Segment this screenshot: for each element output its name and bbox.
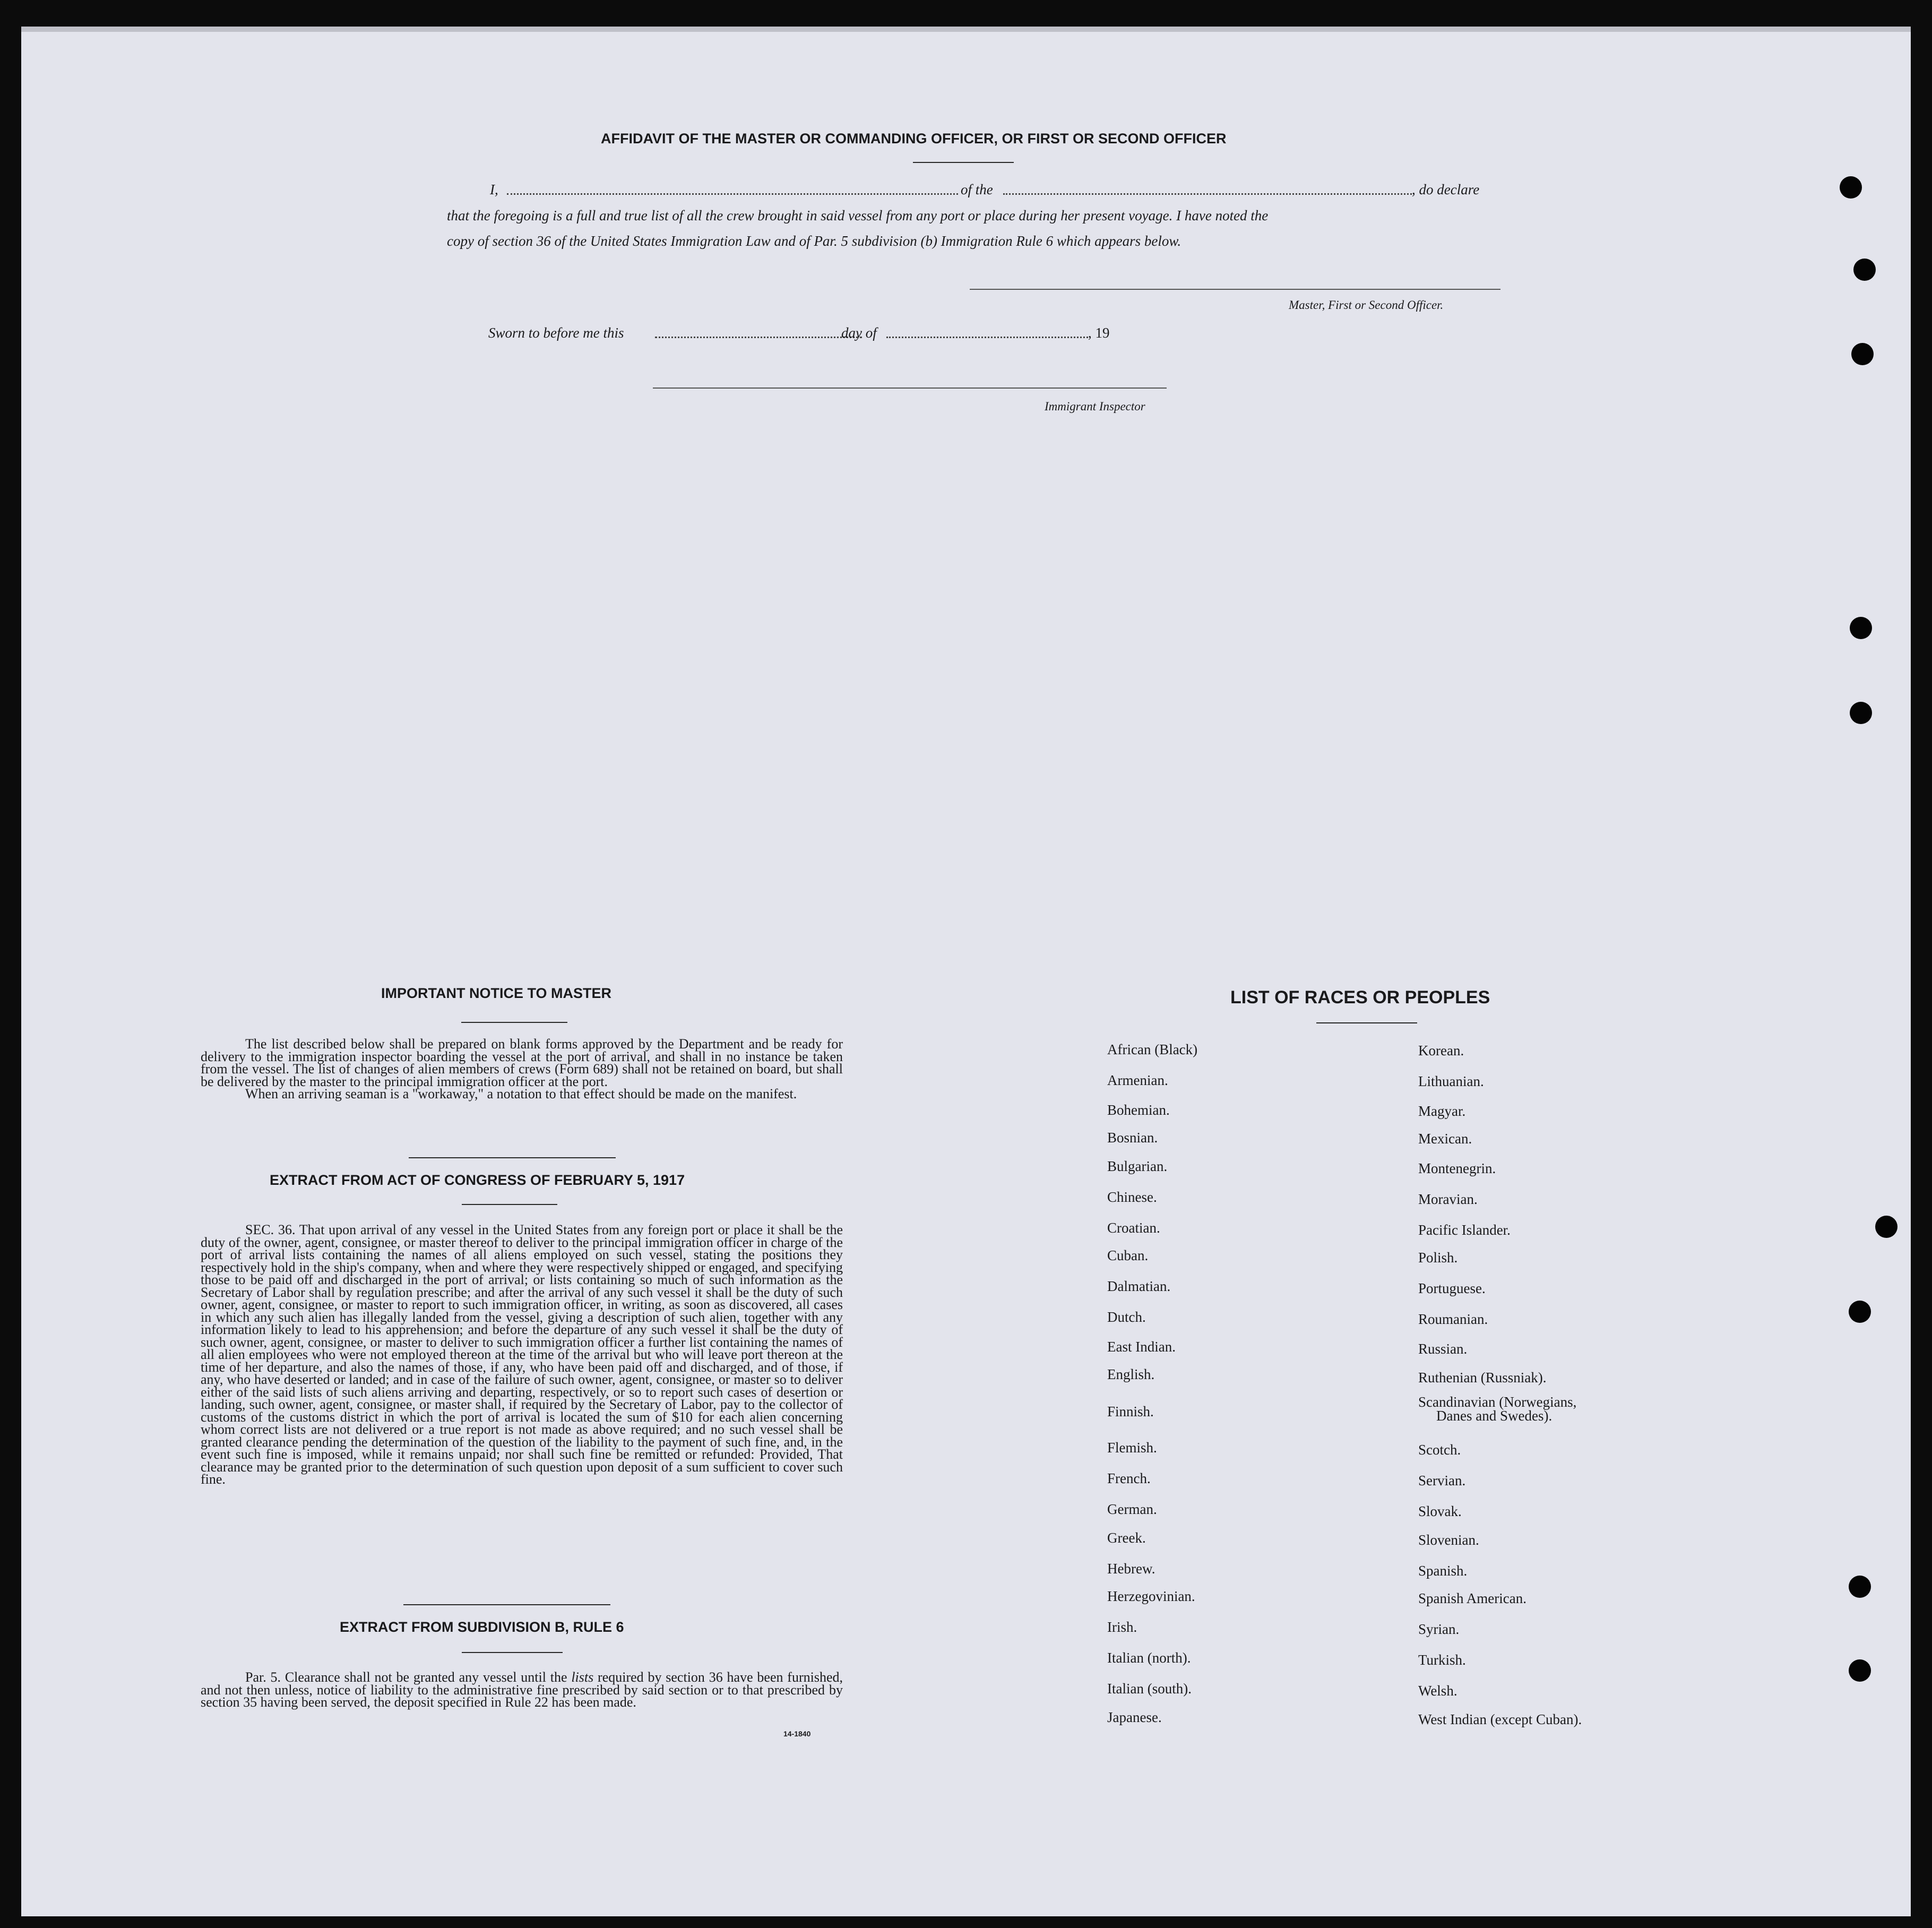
race-item: English.	[1107, 1366, 1155, 1382]
race-item: Russian.	[1418, 1341, 1468, 1357]
notice-text	[201, 1038, 843, 1100]
race-item: French.	[1107, 1470, 1151, 1486]
affidavit-title: AFFIDAVIT OF THE MASTER OR COMMANDING OFFICER, OR FIRST OR SECOND OFFICER	[601, 131, 1227, 147]
race-item: German.	[1107, 1501, 1157, 1517]
rule-title-rule	[462, 1652, 563, 1653]
notice-paragraph-2: When an arriving seaman is a "workaway," a notation to that effect should be made on the manifest.	[245, 1086, 797, 1101]
race-item: Cuban.	[1107, 1247, 1149, 1263]
affidavit-of-the: of the	[961, 182, 993, 197]
punch-hole	[1875, 1216, 1898, 1238]
punch-hole	[1851, 343, 1874, 365]
race-item: Welsh.	[1418, 1683, 1457, 1699]
sheet-top-edge	[21, 27, 1911, 32]
race-item: Ruthenian (Russniak).	[1418, 1370, 1547, 1385]
act-top-rule	[409, 1157, 616, 1158]
race-item: Slovak.	[1418, 1503, 1462, 1519]
race-item: Roumanian.	[1418, 1311, 1488, 1327]
punch-hole	[1849, 1301, 1871, 1323]
race-item-continuation: Danes and Swedes).	[1436, 1408, 1552, 1424]
affidavit-line-2: that the foregoing is a full and true list of all the crew brought in said vessel from any port or place during her present voyage. I have noted the	[447, 208, 1269, 223]
sworn-year: , 19	[1088, 325, 1110, 341]
affidavit-line-3: copy of section 36 of the United States Immigration Law and of Par. 5 subdivision (b) Immigration Rule 6 which appears below.	[447, 233, 1181, 249]
rule-top-rule	[403, 1604, 610, 1605]
race-item: Hebrew.	[1107, 1561, 1155, 1577]
race-item: Croatian.	[1107, 1220, 1160, 1236]
race-item: Armenian.	[1107, 1072, 1168, 1088]
rule-text-before: Par. 5. Clearance shall not be granted any vessel until the	[245, 1669, 572, 1685]
race-item: Greek.	[1107, 1530, 1146, 1546]
race-item: Italian (south).	[1107, 1681, 1192, 1697]
punch-hole	[1853, 259, 1876, 281]
races-title: LIST OF RACES OR PEOPLES	[1230, 987, 1490, 1008]
race-item: Spanish.	[1418, 1563, 1468, 1579]
race-item: Spanish American.	[1418, 1590, 1526, 1606]
race-item: Bulgarian.	[1107, 1158, 1168, 1174]
race-item: Irish.	[1107, 1619, 1137, 1635]
sworn-month-blank[interactable]	[886, 337, 1088, 338]
race-item: Mexican.	[1418, 1131, 1472, 1147]
race-item: Syrian.	[1418, 1621, 1460, 1637]
race-item: Montenegrin.	[1418, 1160, 1496, 1176]
vessel-blank[interactable]	[1003, 193, 1412, 195]
act-title: EXTRACT FROM ACT OF CONGRESS OF FEBRUARY 5, 1917	[270, 1172, 685, 1188]
race-item: West Indian (except Cuban).	[1418, 1711, 1582, 1727]
affidavit-do-declare: , do declare	[1412, 182, 1480, 197]
race-item: Japanese.	[1107, 1709, 1162, 1725]
punch-hole	[1849, 1659, 1871, 1682]
race-item: Dutch.	[1107, 1309, 1146, 1325]
rule-text-block	[201, 1671, 843, 1709]
act-text: SEC. 36. That upon arrival of any vessel in the United States from any foreign port or place it shall be the duty of the owner, agent, consignee, or master thereof to deliver to the principal immigration officer in charge of the port of arrival lists containing the names of all aliens employed on such vessel, stating the positions they respectively hold in the ship's company, when and where they were respectively shipped or engaged, and specifying those to be paid off and discharged in the port of arrival; or lists containing so much of such information as the Secretary of Labor shall by regulation prescribe; and after the arrival of any such vessel it shall be the duty of such owner, agent, consignee, or master to report to such immigration officer, in writing, as soon as discovered, all cases in which any such alien has illegally landed from the vessel, giving a description of such alien, together with any information likely to lead to his apprehension; and before the departure of any such vessel it shall be the duty of such owner, agent, consignee, or master to deliver to such immigration officer a further list containing the names of all alien employees who were not employed thereon at the time of the arrival but who will leave port thereon at the time of her departure, and also the names of those, if any, who have been paid off and discharged, and of those, if any, who have deserted or landed; and in case of the failure of such owner, agent, consignee, or master so to deliver either of the said lists of such aliens arriving and departing, respectively, or so to report such cases of desertion or landing, such owner, agent, consignee, or master shall, if required by the Secretary of Labor, pay to the collector of customs of the customs district in which the port of arrival is located the sum of $10 for each alien concerning whom correct lists are not delivered or a true report is not made as above required; and no such vessel shall be granted clearance pending the determination of the question of the liability to the payment of such fine, and, in the event such fine is imposed, while it remains unpaid; nor shall such fine be remitted or refunded: Provided, That clearance may be granted prior to the determination of such question upon deposit of a sum sufficient to cover such fine.	[201, 1222, 843, 1487]
race-item: Dalmatian.	[1107, 1278, 1171, 1294]
race-item: Moravian.	[1418, 1191, 1478, 1207]
race-item: Bohemian.	[1107, 1102, 1170, 1118]
sworn-day-of: day of	[841, 325, 877, 341]
races-title-rule	[1316, 1022, 1417, 1023]
race-item: Bosnian.	[1107, 1130, 1158, 1146]
race-item: Herzegovinian.	[1107, 1588, 1195, 1604]
name-blank[interactable]	[507, 193, 958, 195]
race-item: Finnish.	[1107, 1404, 1154, 1419]
sworn-prefix: Sworn to before me this	[488, 325, 624, 341]
race-item: East Indian.	[1107, 1339, 1176, 1355]
rule-text-lists: lists	[571, 1669, 594, 1685]
race-item: Lithuanian.	[1418, 1073, 1484, 1089]
race-item: Italian (north).	[1107, 1650, 1191, 1666]
affidavit-title-rule	[913, 162, 1014, 163]
race-item: Magyar.	[1418, 1103, 1466, 1119]
master-signature-line[interactable]	[970, 289, 1500, 290]
inspector-signature-line[interactable]	[653, 388, 1167, 389]
document-page	[21, 32, 1911, 1916]
rule-text	[201, 1671, 843, 1709]
inspector-label: Immigrant Inspector	[1045, 400, 1145, 413]
rule-text-after: required by section 36 have been furnished, and not then unless, notice of liability to the administrative fine prescribed by said section or to that prescribed by section 35 having been served, the deposit specified in Rule 22 has been made.	[201, 1669, 843, 1710]
race-item: African (Black)	[1107, 1042, 1198, 1057]
notice-paragraph-1: The list described below shall be prepared on blank forms approved by the Department and be ready for delivery to the immigration inspector boarding the vessel at the port of arrival, and shall in no instance be taken from the vessel. The list of changes of alien members of crews (Form 689) shall not be retained on board, but shall be delivered by the master to the principal immigration officer at the port.	[201, 1036, 843, 1089]
sworn-day-blank[interactable]	[655, 337, 862, 338]
punch-hole	[1840, 176, 1862, 199]
race-item: Slovenian.	[1418, 1532, 1479, 1548]
race-item: Polish.	[1418, 1250, 1458, 1266]
race-item: Servian.	[1418, 1473, 1466, 1488]
race-item: Portuguese.	[1418, 1280, 1486, 1296]
rule-title: EXTRACT FROM SUBDIVISION B, RULE 6	[340, 1619, 624, 1635]
punch-hole	[1850, 617, 1872, 639]
race-item: Korean.	[1418, 1043, 1464, 1058]
punch-hole	[1850, 702, 1872, 724]
act-title-rule	[462, 1204, 557, 1205]
act-text-block	[201, 1224, 843, 1486]
notice-title-rule	[461, 1022, 567, 1023]
race-item: Pacific Islander.	[1418, 1222, 1511, 1238]
notice-title: IMPORTANT NOTICE TO MASTER	[381, 985, 611, 1001]
master-signature-label: Master, First or Second Officer.	[1289, 298, 1444, 312]
affidavit-line-i: I,	[490, 182, 498, 197]
race-item: Chinese.	[1107, 1189, 1157, 1205]
race-item: Turkish.	[1418, 1652, 1466, 1668]
race-item: Scotch.	[1418, 1442, 1461, 1458]
race-item: Scandinavian (Norwegians,	[1418, 1394, 1577, 1410]
punch-hole	[1849, 1576, 1871, 1598]
form-number: 14-1840	[783, 1729, 811, 1738]
race-item: Flemish.	[1107, 1440, 1157, 1456]
